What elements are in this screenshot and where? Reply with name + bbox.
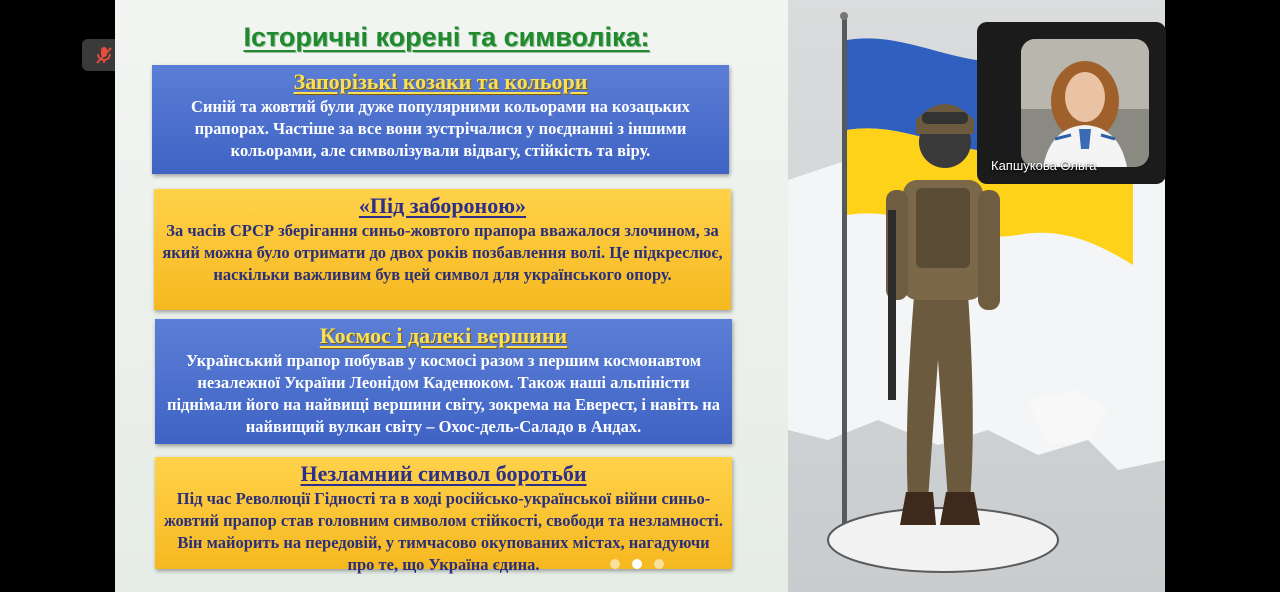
info-card-cossacks: [152, 65, 729, 174]
card-heading: «Під забороною»: [358, 193, 527, 218]
slide-dot[interactable]: [654, 559, 664, 569]
info-card-struggle: [155, 457, 732, 574]
slide-pagination: [610, 559, 664, 569]
card-body: Український прапор побував у космосі разом з першим космонавтом незалежної України Леонідом Каденюком. Також наші альпіністи піднімали його на найвищі вершини світу, зокрема на Еверест, і навіть на найвищий вулкан світу – Охос-дель-Саладо в Андах.: [166, 351, 721, 436]
slide-title: Історичні корені та символіка:: [243, 22, 650, 52]
card-body: Синій та жовтий були дуже популярними кольорами на козацьких прапорах. Частіше за все вони зустрічалися у поєднанні з іншими кольорами, але символізували відвагу, стійкість та віру.: [191, 97, 690, 160]
info-card-ban: [154, 189, 731, 310]
participant-video: [1021, 39, 1149, 167]
participant-avatar: [1021, 39, 1149, 167]
participant-name: Капшукова Ольга: [991, 158, 1097, 173]
slide-dot[interactable]: [610, 559, 620, 569]
card-body: За часів СРСР зберігання синьо-жовтого прапора вважалося злочином, за який можна було отримати до двох років позбавлення волі. Це підкреслює, наскільки важливим був цей символ для українського опору.: [162, 221, 723, 284]
card-heading: Запорізькі козаки та кольори: [293, 69, 588, 94]
card-body: Під час Революції Гідності та в ході російсько-української війни синьо-жовтий прапор став головним символом стійкості, свободи та незламності. Він майорить на передовій, у тимчасово окупованих містах, нагадуючи про те, що Україна єдина.: [163, 489, 724, 574]
slide-dot-active[interactable]: [632, 559, 642, 569]
card-heading: Космос і далекі вершини: [319, 323, 568, 348]
info-card-space: [155, 319, 732, 444]
mic-off-icon: [93, 44, 115, 66]
participant-video-tile[interactable]: [977, 22, 1166, 184]
slide-text-panel: [115, 0, 788, 592]
card-heading: Незламний символ боротьби: [300, 461, 587, 486]
flag-pole: [842, 15, 847, 535]
